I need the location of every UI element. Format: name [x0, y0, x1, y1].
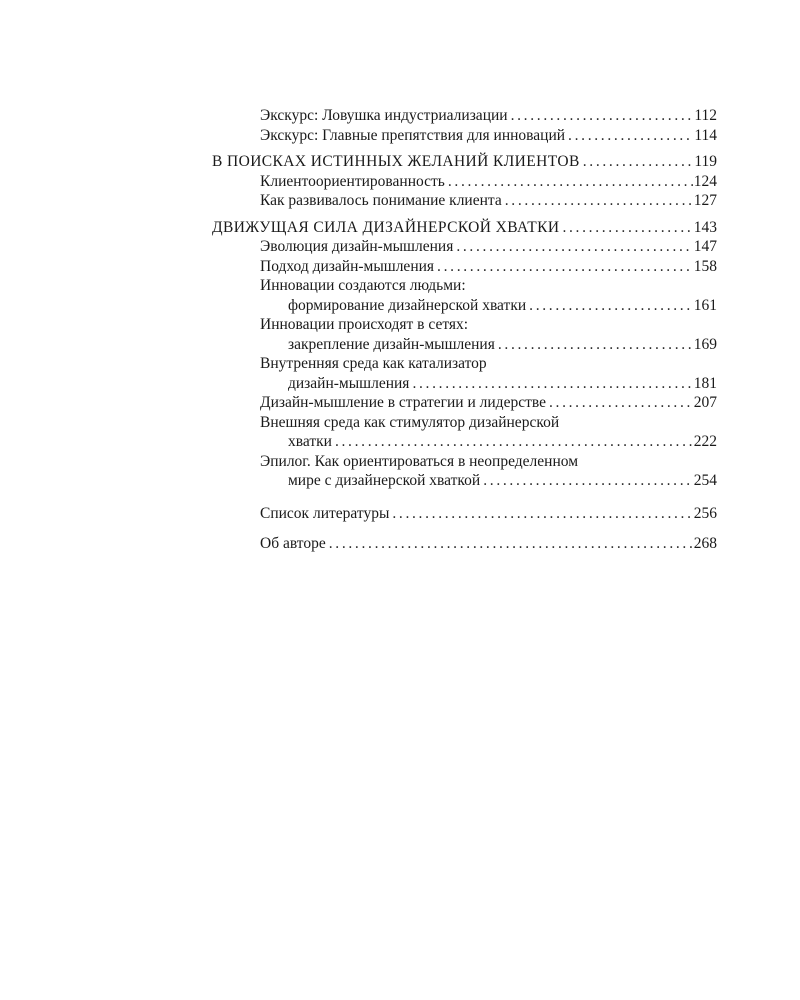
- toc-entry-page: 169: [693, 335, 717, 353]
- toc-entry-title: Эволюция дизайн-мышления: [260, 238, 454, 255]
- dot-leader: [456, 237, 692, 257]
- toc-entry-title: Экскурс: Главные препятствия для инноваций: [260, 126, 566, 144]
- toc-entry-page: 158: [693, 257, 717, 275]
- dot-leader: [392, 504, 692, 524]
- toc-entry: [212, 504, 717, 524]
- toc-entry: [212, 432, 717, 452]
- dot-leader: [329, 534, 693, 554]
- toc-entry: [212, 237, 717, 257]
- toc-entry-page: 181: [693, 374, 717, 392]
- toc-chapter-title: ДВИЖУЩАЯ СИЛА ДИЗАЙНЕРСКОЙ ХВАТКИ: [212, 218, 560, 236]
- toc-entry-title: Внешняя среда как стимулятор дизайнерской: [260, 413, 560, 431]
- dot-leader: [568, 126, 693, 146]
- dot-leader: [498, 335, 693, 355]
- dot-leader: [529, 296, 693, 316]
- dot-leader: [511, 106, 694, 126]
- toc-entry: [212, 393, 717, 413]
- toc-entry-page: 114: [694, 126, 717, 144]
- toc-entry-title: Эпилог. Как ориентироваться в неопределенном: [260, 452, 579, 470]
- toc-entry: [212, 106, 717, 126]
- toc-entry-page: 222: [693, 433, 717, 450]
- toc-entry-title: Клиентоориентированность: [260, 172, 445, 190]
- toc-entry: [212, 257, 717, 277]
- toc-entry-continued: [212, 276, 717, 296]
- toc-entry-page: 147: [693, 238, 717, 255]
- dot-leader: [335, 432, 693, 452]
- toc-entry-title: Экскурс: Ловушка индустриализации: [260, 107, 508, 124]
- toc-entry: [212, 374, 717, 394]
- toc-entry: [212, 126, 717, 146]
- dot-leader: [505, 191, 693, 211]
- toc-entry-title: закрепление дизайн-мышления: [288, 335, 495, 353]
- dot-leader: [448, 172, 693, 192]
- toc-entry-page: 268: [693, 535, 717, 552]
- toc-entry: [212, 191, 717, 211]
- toc-entry-title: формирование дизайнерской хватки: [288, 296, 527, 314]
- dot-leader: [562, 218, 692, 238]
- toc-entry-title: Дизайн-мышление в стратегии и лидерстве: [260, 394, 546, 411]
- toc-entry-page: 143: [693, 218, 717, 236]
- dot-leader: [437, 257, 693, 277]
- toc-entry-page: 127: [693, 192, 717, 209]
- toc-entry-title: Список литературы: [260, 504, 390, 522]
- toc-entry-page: 112: [694, 107, 717, 124]
- toc-entry-page: 124: [693, 172, 717, 190]
- toc-entry-continued: [212, 354, 717, 374]
- toc-chapter: [212, 218, 717, 238]
- toc-entry-title: Внутренняя среда как катализатор: [260, 355, 487, 372]
- dot-leader: [583, 152, 694, 172]
- toc-entry-title: Об авторе: [260, 535, 326, 552]
- toc-chapter-title: В ПОИСКАХ ИСТИННЫХ ЖЕЛАНИЙ КЛИЕНТОВ: [212, 153, 580, 170]
- dot-leader: [412, 374, 692, 394]
- table-of-contents: [212, 106, 717, 554]
- toc-entry-page: 254: [693, 472, 717, 489]
- toc-entry-page: 207: [693, 394, 717, 411]
- toc-entry: [212, 534, 717, 554]
- toc-entry-page: 119: [694, 153, 717, 170]
- toc-entry-page: 161: [693, 296, 717, 314]
- toc-entry: [212, 172, 717, 192]
- toc-entry-continued: [212, 452, 717, 472]
- toc-entry-title: Как развивалось понимание клиента: [260, 192, 502, 209]
- dot-leader: [549, 393, 693, 413]
- toc-entry-title: Инновации происходят в сетях:: [260, 316, 469, 333]
- toc-entry-title: хватки: [288, 433, 332, 450]
- dot-leader: [483, 471, 693, 491]
- toc-entry-page: 256: [693, 504, 717, 522]
- toc-entry: [212, 335, 717, 355]
- toc-entry-continued: [212, 413, 717, 433]
- toc-entry-continued: [212, 315, 717, 335]
- toc-entry-title: дизайн-мышления: [288, 374, 410, 392]
- toc-entry-title: Инновации создаются людьми:: [260, 277, 466, 294]
- toc-chapter: [212, 152, 717, 172]
- toc-entry-title: Подход дизайн-мышления: [260, 257, 435, 275]
- toc-entry: [212, 296, 717, 316]
- toc-entry-title: мире с дизайнерской хваткой: [288, 472, 481, 489]
- toc-entry: [212, 471, 717, 491]
